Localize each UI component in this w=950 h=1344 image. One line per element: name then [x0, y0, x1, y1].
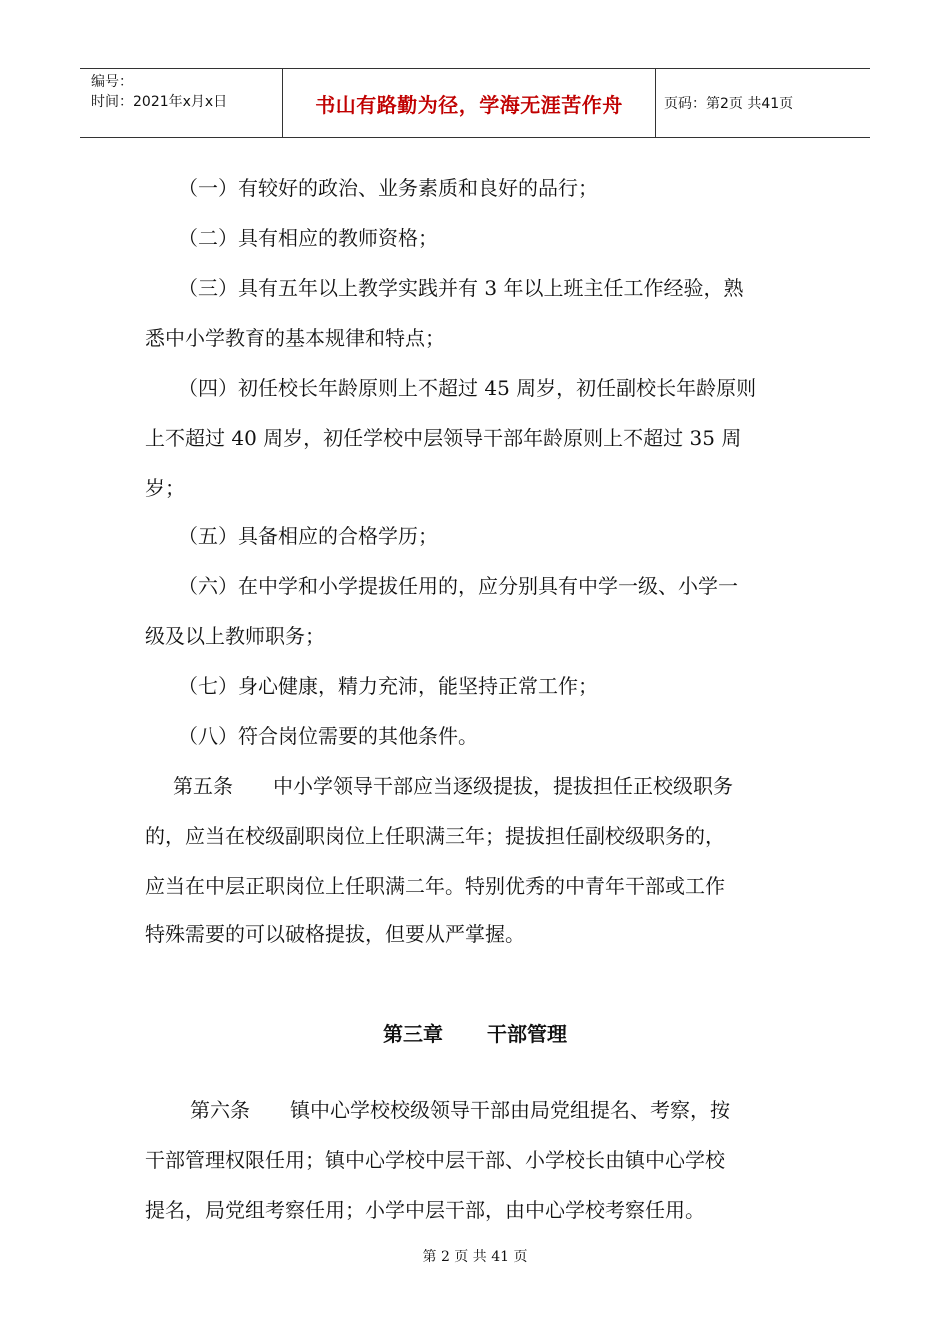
body-line: （二）具有相应的教师资格； [178, 226, 438, 250]
header-motto-cell [282, 69, 656, 137]
body-line: （七）身心健康，精力充沛，能坚持正常工作； [178, 674, 598, 698]
body-line: 级及以上教师职务； [145, 624, 325, 648]
body-line: 悉中小学教育的基本规律和特点； [145, 326, 445, 350]
body-line: 上不超过 40 周岁，初任学校中层领导干部年龄原则上不超过 35 周 [145, 426, 742, 450]
page-footer: 第 2 页 共 41 页 [422, 1249, 528, 1265]
body-line: 干部管理权限任用；镇中心学校中层干部、小学校长由镇中心学校 [145, 1148, 725, 1172]
body-line: （三）具有五年以上教学实践并有 3 年以上班主任工作经验，熟 [178, 276, 744, 300]
header-motto: 书山有路勤为径，学海无涯苦作舟 [315, 92, 623, 117]
body-line: 特殊需要的可以破格提拔，但要从严掌握。 [145, 922, 525, 946]
document-time: 时间：2021年x月x日 [91, 94, 228, 110]
chapter-title: 干部管理 [487, 1022, 567, 1046]
page-header [80, 68, 870, 138]
body-line: 第五条 中小学领导干部应当逐级提拔，提拔担任正校级职务 [173, 774, 733, 798]
header-page-info: 页码：第2页 共41页 [664, 96, 794, 112]
body-line: （一）有较好的政治、业务素质和良好的品行； [178, 176, 598, 200]
body-line: 提名，局党组考察任用；小学中层干部，由中心学校考察任用。 [145, 1198, 705, 1222]
body-line: 岁； [145, 476, 185, 500]
body-line: （四）初任校长年龄原则上不超过 45 周岁，初任副校长年龄原则 [178, 376, 757, 400]
body-line: 的，应当在校级副职岗位上任职满三年；提拔担任副校级职务的， [145, 824, 725, 848]
body-line: （六）在中学和小学提拔任用的，应分别具有中学一级、小学一 [178, 574, 738, 598]
body-line: （五）具备相应的合格学历； [178, 524, 438, 548]
chapter-number: 第三章 [383, 1022, 443, 1046]
document-number-label: 编号： [91, 74, 133, 90]
body-line: （八）符合岗位需要的其他条件。 [178, 724, 478, 748]
header-meta [80, 69, 282, 137]
chapter-heading [0, 1018, 950, 1047]
body-line: 应当在中层正职岗位上任职满二年。特别优秀的中青年干部或工作 [145, 874, 725, 898]
body-line: 第六条 镇中心学校校级领导干部由局党组提名、考察，按 [190, 1098, 730, 1122]
